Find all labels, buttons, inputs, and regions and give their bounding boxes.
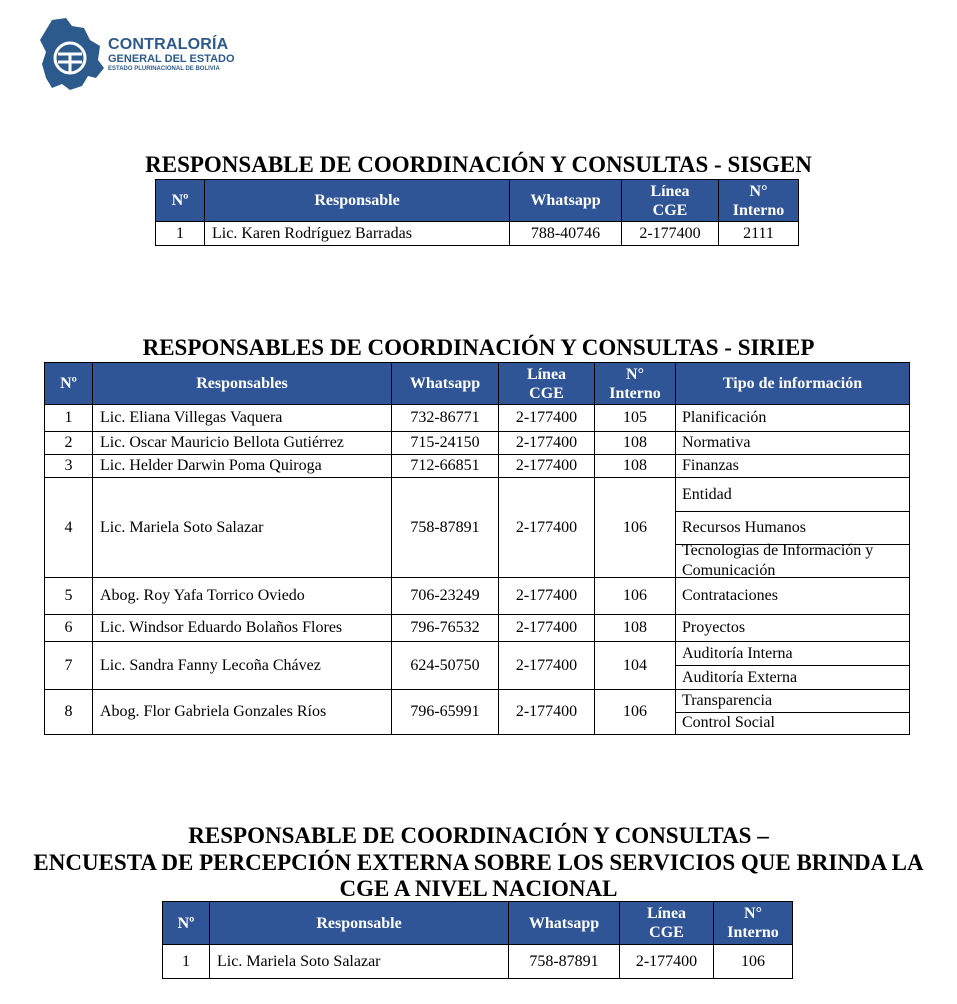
header-interno: N° Interno <box>595 363 676 405</box>
cell-tipo <box>676 578 910 615</box>
cell-whatsapp: 788-40746 <box>510 222 622 246</box>
header-num: Nº <box>45 363 93 405</box>
header-interno: N° Interno <box>714 902 793 945</box>
cell-responsable: Lic. Oscar Mauricio Bellota Gutiérrez <box>93 432 392 455</box>
header-linea: Línea CGE <box>499 363 595 405</box>
table-row <box>45 642 910 690</box>
encuesta-title-2: ENCUESTA DE PERCEPCIÓN EXTERNA SOBRE LOS SERVICIOS QUE BRINDA LA <box>33 850 924 875</box>
header-num: Nº <box>163 902 210 945</box>
table-row <box>45 478 910 578</box>
encuesta-title-3: CGE A NIVEL NACIONAL <box>339 876 618 901</box>
sisgen-title: RESPONSABLE DE COORDINACIÓN Y CONSULTAS - SISGEN <box>145 152 812 177</box>
cell-responsable: Lic. Windsor Eduardo Bolaños Flores <box>93 615 392 642</box>
cell-interno: 106 <box>595 578 676 615</box>
logo-text <box>108 36 235 74</box>
header-linea: Línea CGE <box>620 902 714 945</box>
cell-num: 2 <box>45 432 93 455</box>
cell-responsable: Abog. Roy Yafa Torrico Oviedo <box>93 578 392 615</box>
cell-responsable: Lic. Eliana Villegas Vaquera <box>93 405 392 432</box>
sisgen-table <box>155 179 799 246</box>
cell-interno: 108 <box>595 615 676 642</box>
cell-interno: 105 <box>595 405 676 432</box>
encuesta-title-1: RESPONSABLE DE COORDINACIÓN Y CONSULTAS – <box>188 823 769 848</box>
header-tipo: Tipo de información <box>676 363 910 405</box>
table-row <box>156 222 799 246</box>
logo-line2: GENERAL DEL ESTADO <box>108 53 235 65</box>
cell-whatsapp: 732-86771 <box>392 405 499 432</box>
table-row <box>45 615 910 642</box>
cell-tipo <box>676 432 910 455</box>
cell-num: 4 <box>45 478 93 578</box>
cell-responsable: Lic. Karen Rodríguez Barradas <box>205 222 510 246</box>
cell-tipo <box>676 478 910 578</box>
table-row <box>45 690 910 735</box>
cell-whatsapp: 796-65991 <box>392 690 499 735</box>
cell-tipo <box>676 642 910 690</box>
cell-num: 8 <box>45 690 93 735</box>
siriep-title: RESPONSABLES DE COORDINACIÓN Y CONSULTAS - SIRIEP <box>142 335 815 360</box>
header-linea: Línea CGE <box>622 180 719 222</box>
cell-num: 5 <box>45 578 93 615</box>
cell-interno: 104 <box>595 642 676 690</box>
cell-interno: 108 <box>595 455 676 478</box>
cell-linea: 2-177400 <box>499 690 595 735</box>
cell-whatsapp: 715-24150 <box>392 432 499 455</box>
cell-linea: 2-177400 <box>620 945 714 979</box>
table-header-row <box>163 902 793 945</box>
cell-linea: 2-177400 <box>499 455 595 478</box>
tipo-item: Recursos Humanos <box>676 511 909 544</box>
table-row <box>45 432 910 455</box>
cell-linea: 2-177400 <box>499 578 595 615</box>
cell-num: 1 <box>156 222 205 246</box>
cell-tipo <box>676 405 910 432</box>
cell-responsable: Lic. Mariela Soto Salazar <box>93 478 392 578</box>
siriep-table <box>44 362 910 735</box>
cell-linea: 2-177400 <box>499 432 595 455</box>
cell-responsable: Lic. Helder Darwin Poma Quiroga <box>93 455 392 478</box>
logo-line1: CONTRALORÍA <box>108 36 229 53</box>
tipo-item: Normativa <box>682 434 751 451</box>
cell-interno: 106 <box>714 945 793 979</box>
cell-interno: 106 <box>595 478 676 578</box>
cell-interno: 108 <box>595 432 676 455</box>
table-header-row <box>156 180 799 222</box>
tipo-item: Proyectos <box>682 619 746 636</box>
cell-whatsapp: 624-50750 <box>392 642 499 690</box>
tipo-item: Auditoría Interna <box>682 644 793 662</box>
cell-responsable: Lic. Mariela Soto Salazar <box>210 945 509 979</box>
cell-num: 3 <box>45 455 93 478</box>
header-responsable: Responsable <box>205 180 510 222</box>
table-row <box>45 405 910 432</box>
cell-responsable: Lic. Sandra Fanny Lecoña Chávez <box>93 642 392 690</box>
cell-linea: 2-177400 <box>499 615 595 642</box>
header-responsable: Responsable <box>210 902 509 945</box>
cell-responsable: Abog. Flor Gabriela Gonzales Ríos <box>93 690 392 735</box>
tipo-item: Control Social <box>676 712 909 734</box>
cell-whatsapp: 758-87891 <box>392 478 499 578</box>
table-row <box>163 945 793 979</box>
cell-whatsapp: 712-66851 <box>392 455 499 478</box>
cell-num: 6 <box>45 615 93 642</box>
tipo-item: Tecnologías de Información y Comunicación <box>676 544 909 577</box>
cell-tipo <box>676 615 910 642</box>
cell-interno: 106 <box>595 690 676 735</box>
cell-whatsapp: 706-23249 <box>392 578 499 615</box>
table-row <box>45 455 910 478</box>
cge-logo <box>38 16 248 96</box>
bolivia-map-icon <box>38 16 108 94</box>
cell-tipo <box>676 455 910 478</box>
header-whatsapp: Whatsapp <box>510 180 622 222</box>
cell-interno: 2111 <box>719 222 799 246</box>
tipo-item: Entidad <box>682 485 732 503</box>
cell-num: 1 <box>163 945 210 979</box>
cell-tipo <box>676 690 910 735</box>
table-header-row <box>45 363 910 405</box>
cell-num: 1 <box>45 405 93 432</box>
tipo-item: Auditoría Externa <box>676 665 909 689</box>
encuesta-table <box>162 901 793 979</box>
tipo-item: Planificación <box>682 409 767 426</box>
header-num: Nº <box>156 180 205 222</box>
header-whatsapp: Whatsapp <box>392 363 499 405</box>
cell-whatsapp: 796-76532 <box>392 615 499 642</box>
header-whatsapp: Whatsapp <box>509 902 620 945</box>
tipo-item: Contrataciones <box>682 587 778 604</box>
cell-linea: 2-177400 <box>499 478 595 578</box>
header-interno: N° Interno <box>719 180 799 222</box>
logo-line3: ESTADO PLURINACIONAL DE BOLIVIA <box>108 66 220 72</box>
tipo-item: Finanzas <box>682 457 739 474</box>
header-responsables: Responsables <box>93 363 392 405</box>
cell-num: 7 <box>45 642 93 690</box>
tipo-item: Transparencia <box>682 692 773 709</box>
cell-linea: 2-177400 <box>499 405 595 432</box>
cell-whatsapp: 758-87891 <box>509 945 620 979</box>
cell-linea: 2-177400 <box>622 222 719 246</box>
table-row <box>45 578 910 615</box>
cell-linea: 2-177400 <box>499 642 595 690</box>
